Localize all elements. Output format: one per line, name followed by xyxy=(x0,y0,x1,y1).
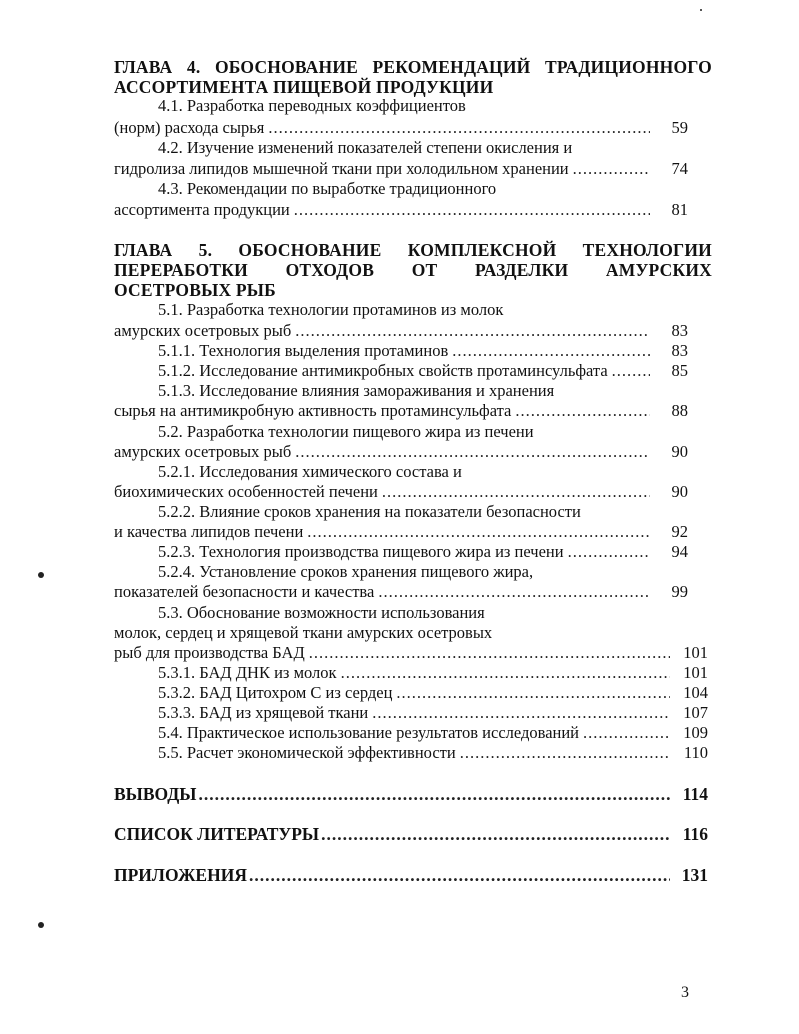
toc-5-1-3-page: 88 xyxy=(671,401,688,420)
toc-entry-4-1 xyxy=(114,118,688,138)
toc-4-2-page: 74 xyxy=(671,159,688,178)
toc-5-2-4-title: 5.2.4. Установление сроков хранения пищевого жира, xyxy=(158,562,534,581)
leader-dots xyxy=(199,784,671,804)
leader-dots xyxy=(309,643,670,663)
toc-5-1-2-text: 5.1.2. Исследование антимикробных свойств протаминсульфата xyxy=(158,361,608,380)
leader-dots xyxy=(515,401,650,421)
scan-speck xyxy=(38,922,44,928)
toc-conclusions-page: 114 xyxy=(682,784,708,804)
toc-entry-5-5 xyxy=(158,743,708,763)
scan-speck xyxy=(38,572,44,578)
leader-dots xyxy=(382,482,650,502)
chapter5-heading-line2: ПЕРЕРАБОТКИ ОТХОДОВ ОТ РАЗДЕЛКИ АМУРСКИХ xyxy=(114,260,712,280)
toc-entry-5-3 xyxy=(114,643,708,663)
toc-5-2-2-page: 92 xyxy=(671,522,688,541)
toc-entry-5-4 xyxy=(158,723,708,743)
leader-dots xyxy=(573,159,650,179)
toc-entry-5-3-2 xyxy=(158,683,708,703)
toc-entry-5-1-1 xyxy=(158,341,688,361)
toc-5-3-2-page: 104 xyxy=(683,683,708,702)
toc-4-3-text: ассортимента продукции xyxy=(114,200,290,219)
leader-dots xyxy=(372,703,670,723)
toc-5-3-title-line2: молок, сердец и хрящевой ткани амурских осетровых xyxy=(114,623,493,642)
toc-5-2-2-text: и качества липидов печени xyxy=(114,522,304,541)
toc-entry-5-2-3 xyxy=(158,542,688,562)
toc-entry-conclusions xyxy=(114,784,708,804)
toc-5-1-text: амурских осетровых рыб xyxy=(114,321,292,340)
toc-5-3-page: 101 xyxy=(683,643,708,662)
toc-4-1-text: (норм) расхода сырья xyxy=(114,118,265,137)
toc-4-1-page: 59 xyxy=(671,118,688,137)
toc-4-2-title: 4.2. Изучение изменений показателей степени окисления и xyxy=(158,138,573,157)
toc-5-2-1-page: 90 xyxy=(671,482,688,501)
toc-entry-5-1-3 xyxy=(114,401,688,421)
toc-5-1-title: 5.1. Разработка технологии протаминов из молок xyxy=(158,300,504,319)
toc-4-1-title: 4.1. Разработка переводных коэффициентов xyxy=(158,96,466,115)
toc-5-3-2-text: 5.3.2. БАД Цитохром С из сердец xyxy=(158,683,393,702)
toc-4-2-text: гидролиза липидов мышечной ткани при холодильном хранении xyxy=(114,159,569,178)
toc-entry-5-2 xyxy=(114,442,688,462)
toc-5-2-4-page: 99 xyxy=(671,582,688,601)
toc-5-4-page: 109 xyxy=(683,723,708,742)
toc-entry-4-2 xyxy=(114,159,688,179)
toc-5-3-title: 5.3. Обоснование возможности использования xyxy=(158,603,485,622)
leader-dots xyxy=(294,200,650,220)
leader-dots xyxy=(295,442,650,462)
leader-dots xyxy=(295,321,650,341)
toc-5-1-3-title: 5.1.3. Исследование влияния замораживания и хранения xyxy=(158,381,555,400)
toc-entry-5-1 xyxy=(114,321,688,341)
toc-entry-5-2-4 xyxy=(114,582,688,602)
toc-appendices-page: 131 xyxy=(681,865,708,885)
leader-dots xyxy=(583,723,670,743)
toc-entry-5-2-2 xyxy=(114,522,688,542)
toc-5-1-1-text: 5.1.1. Технология выделения протаминов xyxy=(158,341,449,360)
chapter4-heading-line1: ГЛАВА 4. ОБОСНОВАНИЕ РЕКОМЕНДАЦИЙ ТРАДИЦИОННОГО xyxy=(114,57,712,77)
leader-dots xyxy=(341,663,670,683)
leader-dots xyxy=(378,582,650,602)
toc-5-2-3-page: 94 xyxy=(671,542,688,561)
toc-5-3-text: рыб для производства БАД xyxy=(114,643,305,662)
toc-references-page: 116 xyxy=(682,824,708,844)
toc-5-2-3-text: 5.2.3. Технология производства пищевого жира из печени xyxy=(158,542,564,561)
toc-5-1-2-page: 85 xyxy=(671,361,688,380)
page-number: 3 xyxy=(681,984,689,1001)
leader-dots xyxy=(396,683,670,703)
toc-5-3-1-text: 5.3.1. БАД ДНК из молок xyxy=(158,663,337,682)
chapter5-heading-line1: ГЛАВА 5. ОБОСНОВАНИЕ КОМПЛЕКСНОЙ ТЕХНОЛОГИИ xyxy=(114,240,712,260)
leader-dots xyxy=(568,542,650,562)
toc-5-3-3-page: 107 xyxy=(683,703,708,722)
toc-entry-references xyxy=(114,824,708,844)
toc-conclusions-text: ВЫВОДЫ xyxy=(114,784,197,804)
toc-entry-5-2-1 xyxy=(114,482,688,502)
leader-dots xyxy=(268,118,650,138)
leader-dots xyxy=(307,522,650,542)
toc-4-3-title: 4.3. Рекомендации по выработке традиционного xyxy=(158,179,497,198)
toc-entry-5-3-1 xyxy=(158,663,708,683)
leader-dots xyxy=(321,824,670,844)
toc-entry-5-1-2 xyxy=(158,361,688,381)
chapter5-heading-line3: ОСЕТРОВЫХ РЫБ xyxy=(114,280,276,300)
leader-dots xyxy=(460,743,670,763)
toc-5-1-page: 83 xyxy=(671,321,688,340)
leader-dots xyxy=(452,341,650,361)
toc-5-2-1-text: биохимических особенностей печени xyxy=(114,482,378,501)
toc-references-text: СПИСОК ЛИТЕРАТУРЫ xyxy=(114,824,320,844)
toc-5-2-page: 90 xyxy=(671,442,688,461)
toc-5-3-3-text: 5.3.3. БАД из хрящевой ткани xyxy=(158,703,369,722)
toc-5-2-title: 5.2. Разработка технологии пищевого жира из печени xyxy=(158,422,534,441)
toc-5-2-1-title: 5.2.1. Исследования химического состава и xyxy=(158,462,462,481)
toc-appendices-text: ПРИЛОЖЕНИЯ xyxy=(114,865,247,885)
leader-dots xyxy=(612,361,650,381)
toc-5-2-4-text: показателей безопасности и качества xyxy=(114,582,375,601)
toc-entry-5-3-3 xyxy=(158,703,708,723)
toc-4-3-page: 81 xyxy=(671,200,688,219)
toc-entry-4-3 xyxy=(114,200,688,220)
scan-speck xyxy=(700,9,702,11)
toc-5-3-1-page: 101 xyxy=(683,663,708,682)
toc-5-1-1-page: 83 xyxy=(671,341,688,360)
toc-5-1-3-text: сырья на антимикробную активность протаминсульфата xyxy=(114,401,512,420)
toc-5-5-page: 110 xyxy=(683,743,708,762)
toc-5-2-text: амурских осетровых рыб xyxy=(114,442,292,461)
toc-5-4-text: 5.4. Практическое использование результатов исследований xyxy=(158,723,580,742)
toc-5-5-text: 5.5. Расчет экономической эффективности xyxy=(158,743,456,762)
toc-5-2-2-title: 5.2.2. Влияние сроков хранения на показатели безопасности xyxy=(158,502,581,521)
chapter4-heading-line2: АССОРТИМЕНТА ПИЩЕВОЙ ПРОДУКЦИИ xyxy=(114,77,494,97)
toc-entry-appendices xyxy=(114,865,708,885)
leader-dots xyxy=(249,865,670,885)
